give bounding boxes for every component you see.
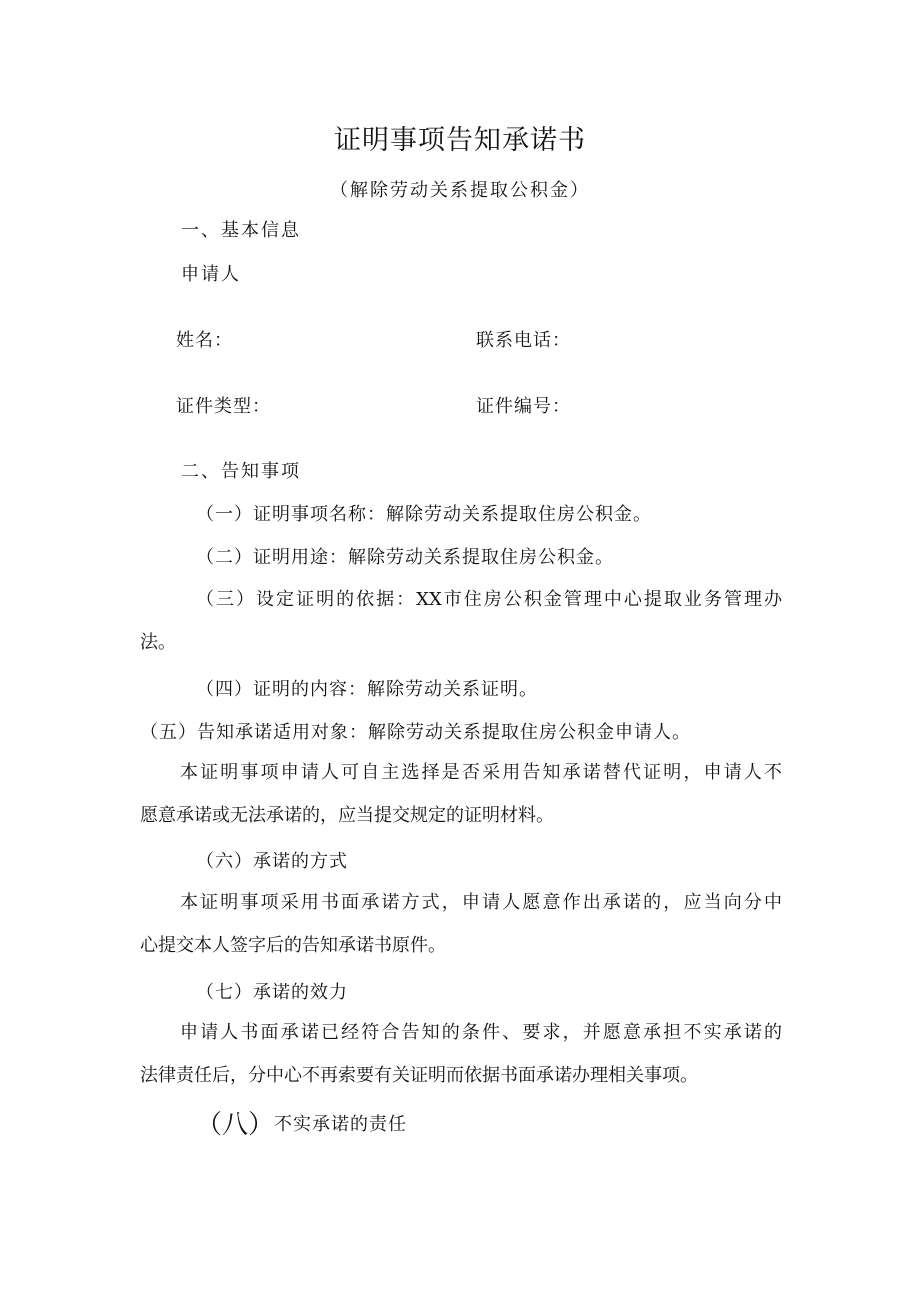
- section-heading-basic-info: 一、基本信息: [181, 220, 301, 241]
- document-title: 证明事项告知承诺书: [334, 125, 586, 156]
- notice-item-5-paragraph-line1: 本证明事项申请人可自主选择是否采用告知承诺替代证明，申请人不: [180, 762, 782, 783]
- section-heading-notice: 二、告知事项: [181, 461, 301, 482]
- notice-item-7-paragraph-line2: 法律责任后，分中心不再索要有关证明而依据书面承诺办理相关事项。: [140, 1065, 698, 1086]
- notice-item-5-paragraph: [140, 751, 782, 837]
- phone-label: 联系电话：: [476, 330, 571, 351]
- notice-item-7-paragraph-line1: 申请人书面承诺已经符合告知的条件、要求，并愿意承担不实承诺的: [180, 1022, 782, 1043]
- id-type-label: 证件类型：: [176, 396, 271, 417]
- notice-item-1: （一）证明事项名称：解除劳动关系提取住房公积金。: [196, 504, 652, 525]
- notice-item-8: [196, 1104, 407, 1141]
- notice-item-6-paragraph-line1: 本证明事项采用书面承诺方式，申请人愿意作出承诺的，应当向分中: [180, 892, 782, 913]
- notice-item-2: （二）证明用途：解除劳动关系提取住房公积金。: [196, 547, 614, 568]
- notice-item-6-paragraph: [140, 881, 782, 967]
- notice-item-3-line2: 法。: [140, 632, 176, 653]
- notice-item-7: （七）承诺的效力: [196, 982, 348, 1003]
- id-number-label: 证件编号：: [476, 396, 571, 417]
- notice-item-4: （四）证明的内容：解除劳动关系证明。: [196, 679, 538, 700]
- name-label: 姓名：: [176, 330, 233, 351]
- notice-item-6: （六）承诺的方式: [196, 851, 348, 872]
- notice-item-5-paragraph-line2: 愿意承诺或无法承诺的，应当提交规定的证明材料。: [140, 805, 554, 826]
- notice-item-6-paragraph-line2: 心提交本人签字后的告知承诺书原件。: [140, 935, 446, 956]
- notice-item-7-paragraph: [140, 1011, 782, 1097]
- notice-item-5: （五）告知承诺适用对象：解除劳动关系提取住房公积金申请人。: [140, 722, 691, 743]
- document-subtitle: （解除劳动关系提取公积金）: [330, 180, 590, 201]
- notice-item-3: [140, 578, 782, 664]
- notice-item-8-text: 不实承诺的责任: [274, 1114, 408, 1135]
- notice-item-3-line1: （三）设定证明的依据：XX市住房公积金管理中心提取业务管理办: [196, 589, 782, 610]
- applicant-label: 申请人: [181, 264, 241, 285]
- notice-item-8-number: （八）: [196, 1110, 275, 1140]
